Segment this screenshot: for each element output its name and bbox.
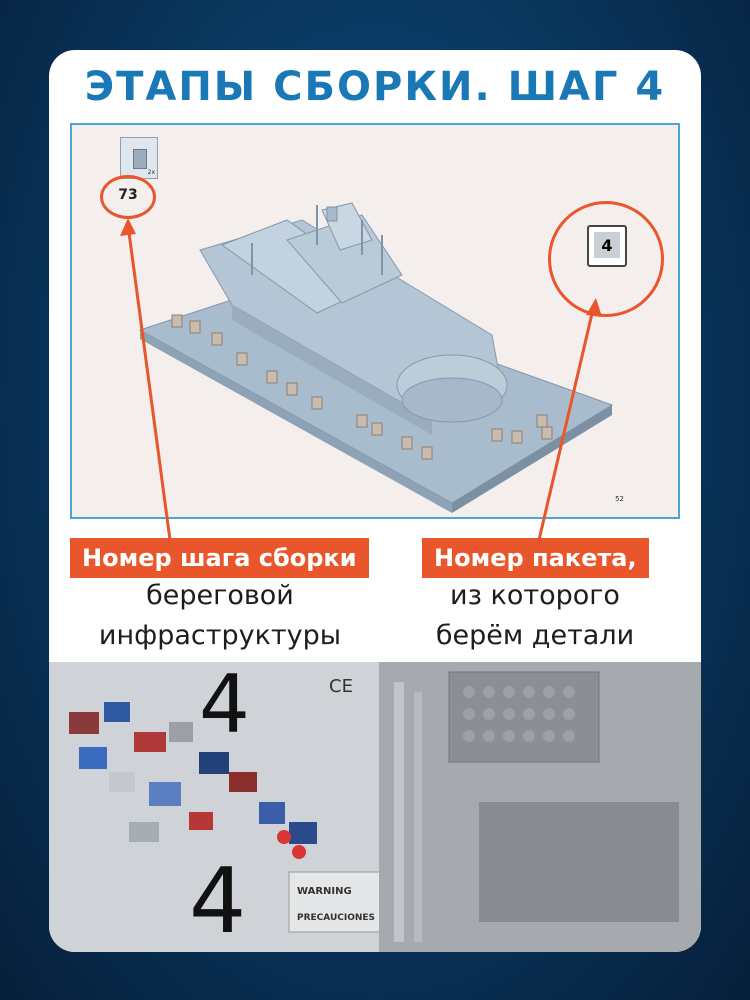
parts-bags-image [49, 662, 701, 952]
bag-number-label: Номер пакета, [422, 538, 649, 578]
page-title: ЭТАПЫ СБОРКИ. ШАГ 4 [84, 64, 666, 110]
bag-number: 4 [594, 232, 620, 258]
ce-mark: CE [329, 676, 353, 697]
step-description-line-2: инфраструктуры [98, 620, 342, 651]
step-number: 73 [118, 187, 138, 203]
warning-text: WARNING [297, 886, 352, 897]
step-number-label: Номер шага сборки [70, 538, 369, 578]
ship-model-illustration [72, 125, 678, 517]
bag-number-callout [587, 225, 627, 267]
parts-count: 2x [147, 169, 155, 176]
manual-page [70, 123, 680, 519]
manual-page-number: 52 [615, 495, 624, 503]
precaution-text: PRECAUCIONES [297, 913, 376, 923]
bag-mark-top: 4 [199, 662, 250, 751]
bag-mark-bottom: 4 [189, 849, 247, 952]
instruction-card [49, 50, 701, 952]
bag-description-line-2: берём детали [435, 620, 635, 651]
parts-bags-photo [49, 662, 701, 952]
bag-description-line-1: из которого [450, 580, 620, 611]
step-description-line-1: береговой [146, 580, 294, 611]
